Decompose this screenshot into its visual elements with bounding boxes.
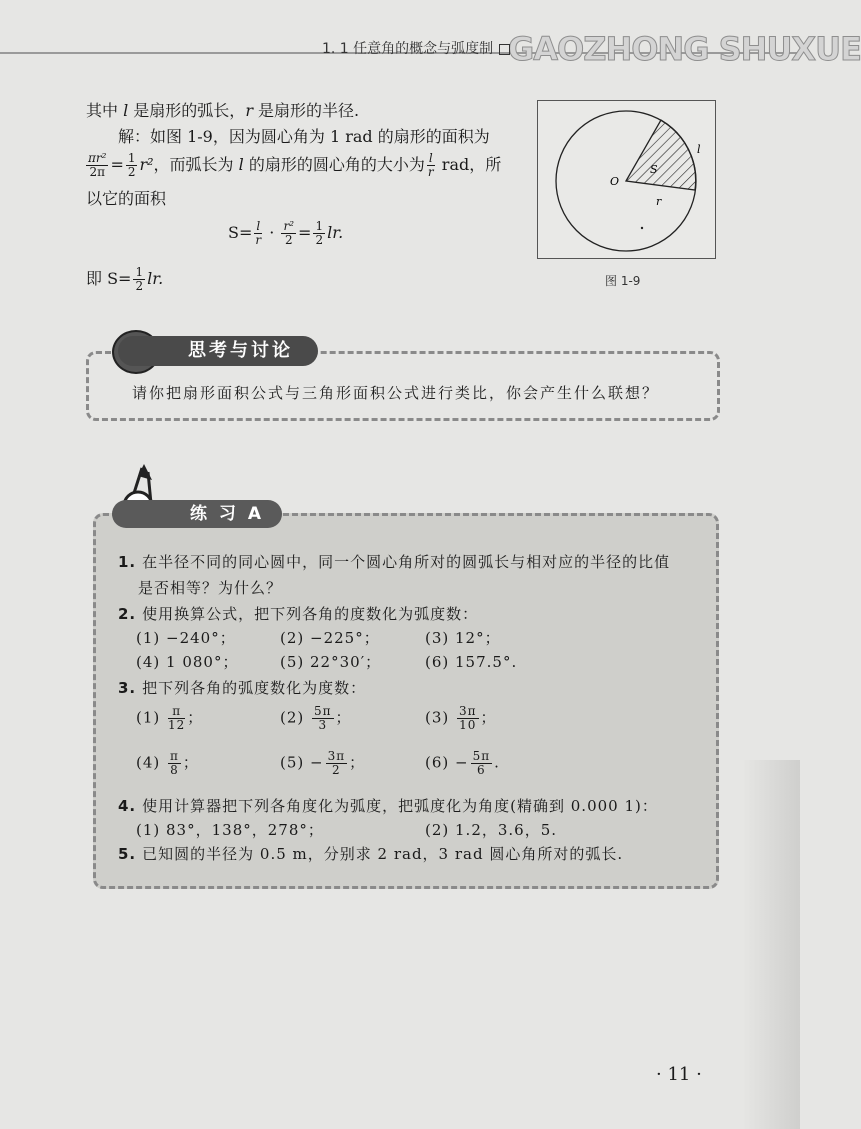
exercise-2-item: (2) −225°； — [280, 629, 380, 647]
label-r: r — [656, 195, 662, 208]
exercise-1-cont: 是否相等？为什么？ — [138, 579, 283, 597]
exercise-3-item: (1) $\frac{\pi}{12}$ ； — [136, 704, 204, 732]
fraction: $\frac{1}{2}$ — [135, 265, 144, 293]
figure-caption: 图 1-9 — [605, 274, 641, 288]
exercise-3-item: (3) $\frac{3\pi}{10}$ ； — [425, 704, 497, 732]
exercise-3-item: (6) − $\frac{5\pi}{6}$ . — [425, 749, 500, 777]
section-title-text: 1. 1 任意角的概念与弧度制 — [322, 41, 494, 57]
exercise-banner — [112, 500, 282, 528]
exercise-2-item: (6) 157.5°. — [425, 653, 518, 671]
label-s: S — [650, 163, 658, 176]
exercise-3: 3. 把下列各角的弧度数化为度数： — [118, 679, 367, 697]
exercise-3-item: (4) $\frac{\pi}{8}$ ； — [136, 749, 199, 777]
shaded-sector — [626, 120, 696, 190]
solution-intro: 解：如图 1-9，因为圆心角为 1 rad 的扇形的面积为 — [118, 127, 490, 146]
fraction: $\frac{1}{2}$ — [315, 219, 324, 247]
exercise-2: 2. 使用换算公式，把下列各角的度数化为弧度数： — [118, 605, 479, 623]
square-icon — [499, 44, 510, 55]
exercise-1: 1. 在半径不同的同心圆中，同一个圆心角所对的圆弧长与相对应的半径的比值 — [118, 553, 671, 571]
exercise-4-item: (1) 83°，138°，278°； — [136, 821, 324, 839]
text-line-1: 其中 l 是扇形的弧长，r 是扇形的半径. — [86, 101, 360, 120]
page-number: · 11 · — [656, 1064, 702, 1085]
fraction: $\frac{l}{r}$ — [427, 151, 434, 179]
exercise-2-item: (5) 22°30′； — [280, 653, 382, 671]
discussion-banner — [118, 336, 318, 366]
exercise-5: 5. 已知圆的半径为 0.5 m，分别求 2 rad，3 rad 圆心角所对的弧长. — [118, 845, 624, 863]
exercise-4-item: (2) 1.2，3.6，5. — [425, 821, 558, 839]
fraction: $\frac{\text{r²}}{2}$ — [283, 219, 295, 247]
fraction: $\frac{l}{r}$ — [255, 219, 262, 247]
label-o: O — [610, 175, 620, 188]
section-title — [322, 38, 510, 58]
exercise-2-item: (1) −240°； — [136, 629, 236, 647]
area-formula: S= $\frac{l}{r}$ · $\frac{\text{r²}}{2}$ = $\frac{1}{2}$ lr. — [228, 219, 344, 247]
exercise-2-item: (4) 1 080°； — [136, 653, 239, 671]
exercise-3-item: (5) − $\frac{3\pi}{2}$ ； — [280, 749, 366, 777]
page-edge-shadow — [742, 760, 800, 1129]
exercise-2-item: (3) 12°； — [425, 629, 501, 647]
sector-diagram — [538, 101, 715, 258]
exercise-4: 4. 使用计算器把下列各角度化为弧度，把弧度化为角度(精确到 0.000 1)： — [118, 797, 658, 815]
text-line-4: 以它的面积 — [86, 189, 167, 208]
header-watermark: GAOZHONG SHUXUE — [508, 30, 861, 68]
fraction: $\frac{1}{2}$ — [127, 151, 136, 179]
exercise-3-item: (2) $\frac{5\pi}{3}$ ； — [280, 704, 352, 732]
final-formula: 即 S= $\frac{1}{2}$ lr. — [86, 265, 164, 293]
exercise-title: 练 习 A — [190, 504, 264, 524]
dot-mark — [641, 227, 643, 229]
figure-1-9 — [537, 100, 716, 259]
discussion-title: 思考与讨论 — [188, 340, 293, 361]
text-line-3: $\frac{\text{πr²}}{2\pi}$ = $\frac{1}{2}$ r²，而弧长为 l 的扇形的圆心角的大小为 $\frac{l}{r}$ rad，所 — [88, 151, 502, 179]
fraction: $\frac{\text{πr²}}{2\pi}$ — [88, 151, 107, 179]
discussion-question: 请你把扇形面积公式与三角形面积公式进行类比，你会产生什么联想？ — [132, 384, 660, 402]
label-l: l — [697, 143, 701, 156]
